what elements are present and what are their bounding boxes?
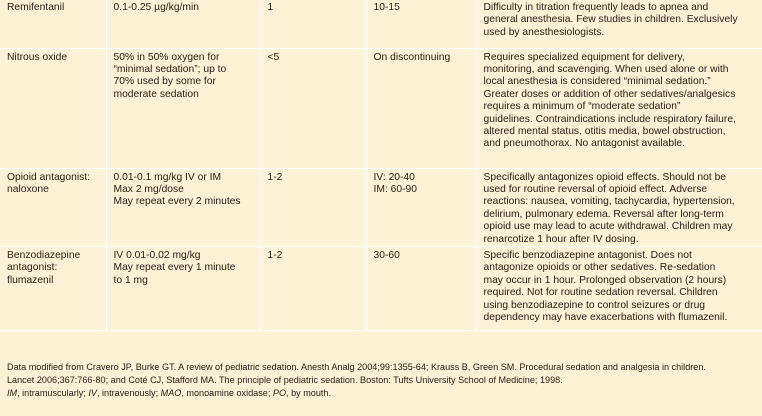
dose-cell	[106, 0, 260, 48]
cell-text-line: IV 0.01-0.02 mg/kg	[113, 249, 201, 261]
dose-cell	[106, 168, 260, 246]
cell-text-line: Specific benzodiazepine antagonist. Does not	[483, 249, 692, 261]
duration-cell	[366, 48, 476, 168]
cell-text-line: Requires specialized equipment for delivery,	[483, 51, 685, 63]
cell-text-line: Nitrous oxide	[7, 51, 68, 63]
cell-text-line: altered mental status, otitis media, bowel obstruction,	[483, 125, 726, 137]
cell-text-line: 30-60	[373, 249, 400, 261]
cell-text-line: 1-2	[267, 249, 283, 261]
onset-cell	[260, 0, 366, 48]
cell-text-line: On discontinuing	[373, 51, 451, 63]
cell-text-line: 0.01-0.1 mg/kg IV or IM	[113, 171, 222, 183]
comments-cell	[476, 168, 762, 246]
duration-cell	[366, 246, 476, 330]
drug-name-cell	[0, 246, 106, 330]
cell-text-line: “minimal sedation”; up to	[113, 63, 227, 75]
cell-text-line: opioid use may lead to acute withdrawal. Children may	[483, 221, 733, 233]
cell-text-line: to 1 mg	[113, 274, 148, 286]
table-row	[0, 48, 762, 168]
cell-text-line: reactions: nausea, vomiting, tachycardia, hypertension,	[483, 196, 735, 208]
cell-text-line: used for routine reversal of opioid effect. Adverse	[483, 183, 708, 195]
cell-text-line: IM: 60-90	[373, 183, 417, 195]
cell-text-line: Specifically antagonizes opioid effects. Should not be	[483, 171, 727, 183]
abbreviation-term: IM	[7, 388, 18, 399]
drug-name-cell	[0, 0, 106, 48]
cell-text-line: Difficulty in titration frequently leads to apnea and	[483, 2, 709, 13]
cell-text-line: and pneumothorax. No antagonist available.	[483, 138, 685, 150]
cell-text-line: 70% used by some for	[113, 76, 216, 88]
cell-text-line: 1-2	[267, 171, 283, 183]
table-row	[0, 168, 762, 246]
table-row	[0, 246, 762, 330]
drug-name-cell	[0, 48, 106, 168]
cell-text-line: required. Not for routine sedation reversal. Children	[483, 287, 718, 299]
cell-text-line: moderate sedation	[113, 88, 199, 100]
abbreviation-definition: , intravenously;	[96, 388, 161, 399]
cell-text-line: antagonist:	[7, 262, 58, 274]
cell-text-line: Remifentanil	[7, 2, 65, 13]
cell-text-line: dependency may have exacerbations with flumazenil.	[483, 311, 728, 323]
duration-cell	[366, 0, 476, 48]
cell-text-line: 10-15	[373, 2, 400, 13]
comments-cell	[476, 246, 762, 330]
cell-text-line: guidelines. Contraindications include respiratory failure,	[483, 113, 736, 125]
cell-text-line: Benzodiazepine	[7, 249, 81, 261]
duration-cell	[366, 168, 476, 246]
source-note	[7, 361, 759, 387]
cell-text-line: May repeat every 2 minutes	[113, 196, 241, 208]
onset-cell	[260, 48, 366, 168]
cell-text-line: local anesthesia is considered “minimal sedation.”	[483, 76, 711, 88]
cell-text-line: using benzodiazepine to control seizures or drug	[483, 299, 706, 311]
onset-cell	[260, 168, 366, 246]
cell-text-line: delirium, pulmonary edema. Reversal after long-term	[483, 208, 724, 220]
cell-text-line: Opioid antagonist:	[7, 171, 91, 183]
abbreviation-definition: , monoamine oxidase;	[181, 388, 273, 399]
abbreviation-definition: , intramuscularly;	[17, 388, 89, 399]
abbreviation-term: PO	[272, 388, 287, 399]
cell-text-line: Greater doses or addition of other sedatives/analgesics	[483, 88, 736, 100]
abbreviation-definition: , by mouth.	[286, 388, 332, 399]
cell-text-line: used by anesthesiologists.	[483, 26, 605, 38]
cell-text-line: antagonize opioids or other sedatives. Re-sedation	[483, 262, 716, 274]
cell-text-line: IV: 20-40	[373, 171, 415, 183]
source-line: Data modified from Cravero JP, Burke GT. A review of pediatric sedation. Anesth Analg 2004;99:1355-64; Krauss B, Green SM. Procedural sedation and analgesia in children.	[7, 362, 706, 372]
abbreviation-note	[7, 387, 759, 400]
table-row	[0, 0, 762, 48]
cell-text-line: naloxone	[7, 183, 49, 195]
cell-text-line: <5	[267, 51, 280, 63]
dose-cell	[106, 48, 260, 168]
comments-cell	[476, 48, 762, 168]
cell-text-line: May repeat every 1 minute	[113, 262, 236, 274]
cell-text-line: Max 2 mg/dose	[113, 183, 184, 195]
dose-cell	[106, 246, 260, 330]
abbreviation-term: IV	[88, 388, 97, 399]
cell-text-line: may occur in 1 hour. Prolonged observation (2 hours)	[483, 274, 727, 286]
cell-text-line: flumazenil	[7, 274, 54, 286]
cell-text-line: renarcotize 1 hour after IV dosing.	[483, 233, 639, 245]
cell-text-line: 50% in 50% oxygen for	[113, 51, 220, 63]
table-footnotes	[7, 361, 759, 401]
cell-text-line: 0.1-0.25 µg/kg/min	[113, 2, 199, 13]
cell-text-line: monitoring, and scavenging. When used alone or with	[483, 63, 729, 75]
onset-cell	[260, 246, 366, 330]
abbreviation-term: MAO	[160, 388, 182, 399]
cell-text-line: general anesthesia. Few studies in children. Exclusively	[483, 14, 738, 26]
comments-cell	[476, 0, 762, 48]
cell-text-line: 1	[267, 2, 274, 13]
source-line: Lancet 2006;367:766-80; and Coté CJ, Stafford MA. The principle of pediatric sedation. Boston: Tufts University School of Medicine; 1998.	[7, 375, 563, 386]
cell-text-line: requires a minimum of “moderate sedation”	[483, 101, 681, 113]
drug-name-cell	[0, 168, 106, 246]
